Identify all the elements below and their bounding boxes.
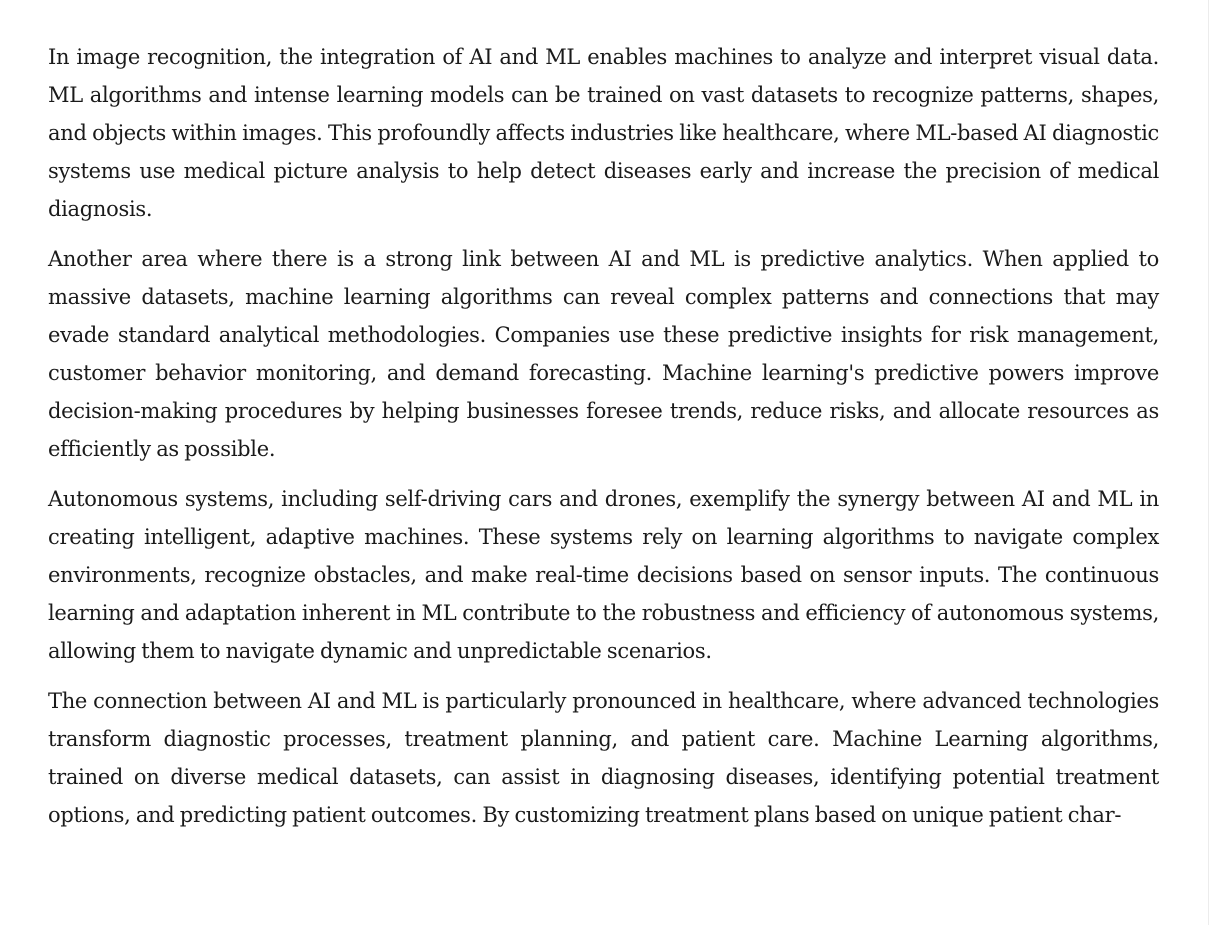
paragraph-image-recognition: In image recognition, the integration of AI and ML enables machines to analyze and interpret visual data. ML algorithms and intense learning models can be trained on vast datasets to recognize patterns, shapes, and objects within images. This profoundly affects industries like healthcare, where ML-based AI diagnostic systems use medical picture analysis to help detect diseases early and increase the precision of medical diagnosis.: [48, 45, 1159, 221]
paragraph-autonomous-systems: Autonomous systems, including self-driving cars and drones, exemplify the synergy between AI and ML in creating intelligent, adaptive machines. These systems rely on learning algorithms to navigate complex environments, recognize obstacles, and make real-time decisions based on sensor inputs. The continuous learning and adaptation inherent in ML contribute to the robustness and efficiency of autonomous systems, allowing them to navigate dynamic and unpredictable scenarios.: [48, 487, 1159, 663]
reading-pane: [48, 38, 1159, 846]
paragraph-healthcare: The connection between AI and ML is particularly pronounced in healthcare, where advanced technologies transform diagnostic processes, treatment planning, and patient care. Machine Learning algorithms, trained on diverse medical datasets, can assist in diagnosing diseases, identifying potential treatment options, and predicting patient outcomes. By customizing treatment plans based on unique patient char-: [48, 689, 1159, 827]
paragraph-predictive-analytics: Another area where there is a strong link between AI and ML is predictive analytics. When applied to massive datasets, machine learning algorithms can reveal complex patterns and connections that may evade standard analytical methodologies. Companies use these predictive insights for risk management, customer behavior monitoring, and demand forecasting. Machine learning's predictive powers improve decision-making procedures by helping businesses foresee trends, reduce risks, and allocate resources as efficiently as possible.: [48, 247, 1159, 461]
